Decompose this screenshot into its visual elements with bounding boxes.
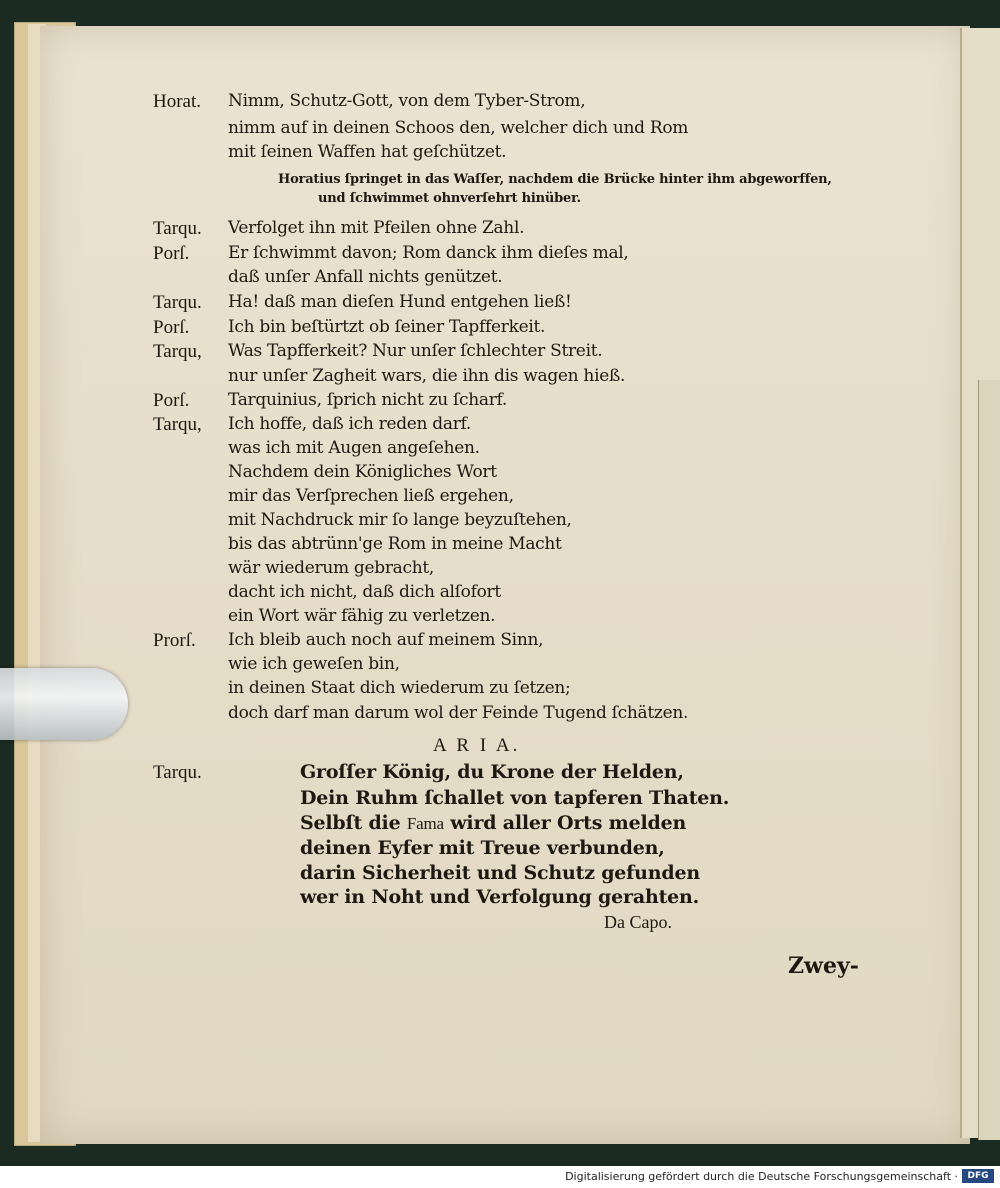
speaker-prors: Prorſ. [153, 630, 196, 651]
speaker-tarqu: Tarqu, [153, 414, 202, 435]
funding-credit: Digitalisierung gefördert durch die Deutsche Forschungsgemeinschaft · [565, 1170, 958, 1183]
speaker-pors: Porſ. [153, 317, 190, 338]
da-capo: Da Capo. [604, 912, 672, 932]
verse-line: Nimm, Schutz-Gott, von dem Tyber-Strom, [228, 91, 586, 111]
catchword: Zwey- [788, 953, 859, 979]
verse-line: Ich bin beſtürtzt ob ſeiner Tapfferkeit. [228, 317, 546, 337]
aria-line: Groſſer König, du Krone der Helden, [300, 761, 684, 783]
aria-text: wird aller Orts melden [450, 812, 687, 834]
page-clip [0, 668, 128, 740]
stage-direction: Horatius ſpringet in das Waſſer, nachdem die Brücke hinter ihm abgeworffen, [278, 172, 832, 187]
verse-line: nimm auf in deinen Schoos den, welcher dich und Rom [228, 118, 689, 138]
verse-line: dacht ich nicht, daß dich alſofort [228, 582, 501, 602]
speaker-tarqu: Tarqu. [153, 218, 202, 239]
verse-line: mir das Verſprechen ließ ergehen, [228, 486, 514, 506]
aria-fama: Fama [406, 814, 444, 833]
verse-line: Er ſchwimmt davon; Rom danck ihm dieſes mal, [228, 243, 629, 263]
verse-line: Ich bleib auch noch auf meinem Sinn, [228, 630, 544, 650]
aria-text: Selbſt die [300, 812, 401, 834]
verse-line: doch darf man darum wol der Feinde Tugend ſchätzen. [228, 703, 689, 723]
verse-line: wie ich geweſen bin, [228, 654, 400, 674]
speaker-horat: Horat. [153, 91, 202, 112]
aria-line: darin Sicherheit und Schutz gefunden [300, 862, 700, 884]
speaker-tarqu: Tarqu, [153, 341, 202, 362]
aria-line: wer in Noht und Verfolgung gerahten. [300, 886, 700, 908]
verse-line: mit ſeinen Waffen hat geſchützet. [228, 142, 507, 162]
verse-line: Ich hoffe, daß ich reden darf. [228, 414, 472, 434]
verse-line: Tarquinius, ſprich nicht zu ſcharf. [228, 390, 508, 410]
verse-line: was ich mit Augen angeſehen. [228, 438, 480, 458]
verse-line: Verfolget ihn mit Pfeilen ohne Zahl. [228, 218, 525, 238]
verse-line: daß unſer Anfall nichts genützet. [228, 267, 503, 287]
verse-line: Nachdem dein Königliches Wort [228, 462, 497, 482]
aria-line: Dein Ruhm ſchallet von tapferen Thaten. [300, 787, 730, 809]
verse-line: wär wiederum gebracht, [228, 558, 434, 578]
verse-line: in deinen Staat dich wiederum zu ſetzen; [228, 678, 571, 698]
speaker-pors: Porſ. [153, 390, 190, 411]
aria-line [300, 812, 686, 834]
verse-line: nur unſer Zagheit wars, die ihn dis wagen hieß. [228, 366, 626, 386]
speaker-tarqu: Tarqu. [153, 292, 202, 313]
stage-direction: und ſchwimmet ohnverſehrt hinüber. [318, 191, 581, 206]
aria-heading: A R I A. [433, 735, 521, 756]
speaker-tarqu: Tarqu. [153, 762, 202, 783]
verse-line: bis das abtrünn'ge Rom in meine Macht [228, 534, 562, 554]
verse-line: Ha! daß man dieſen Hund entgehen ließ! [228, 292, 572, 312]
dfg-logo: DFG [962, 1169, 994, 1183]
verse-line: ein Wort wär fähig zu verletzen. [228, 606, 496, 626]
adjacent-page-lower [978, 380, 1000, 1140]
aria-line: deinen Eyfer mit Treue verbunden, [300, 837, 665, 859]
verse-line: mit Nachdruck mir ſo lange beyzuſtehen, [228, 510, 572, 530]
verse-line: Was Tapfferkeit? Nur unſer ſchlechter Streit. [228, 341, 603, 361]
speaker-pors: Porſ. [153, 243, 190, 264]
footer-bar [0, 1166, 1000, 1188]
